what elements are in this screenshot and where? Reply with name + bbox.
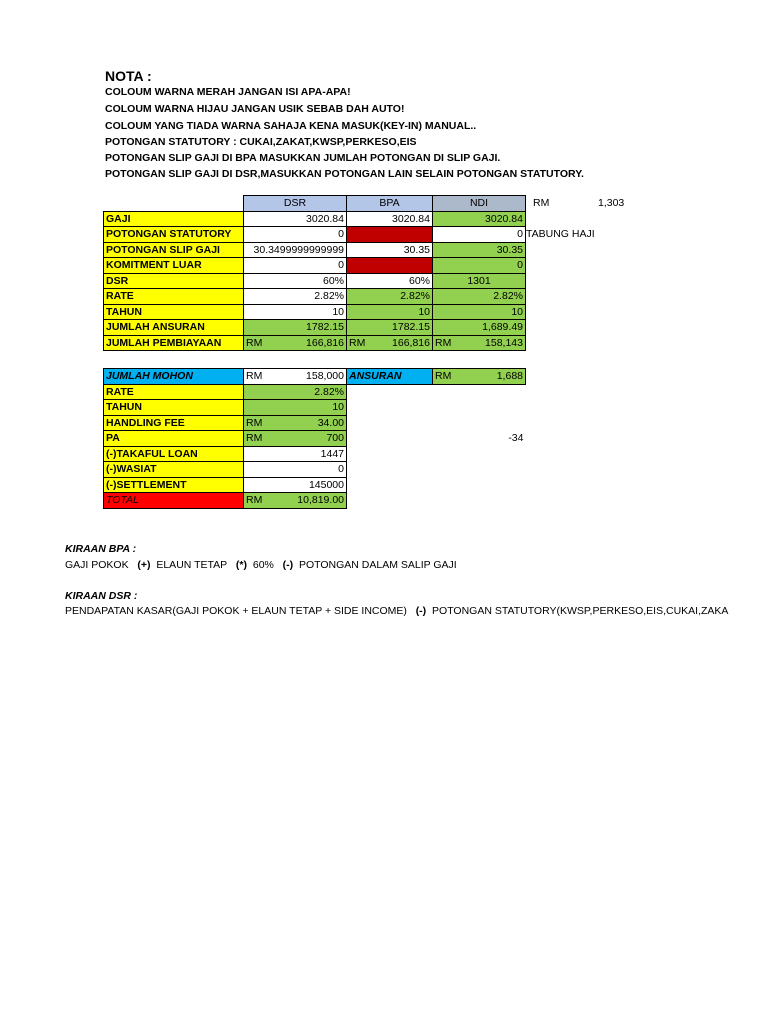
amount: 1,688 <box>496 370 523 383</box>
table-row-potongan-statutory <box>104 227 526 243</box>
table-row-takaful-loan <box>104 446 526 462</box>
ndi-cell: 3020.84 <box>433 211 526 227</box>
table-row-jumlah-ansuran <box>104 320 526 336</box>
table-row-pa <box>104 431 526 447</box>
row-label: POTONGAN STATUTORY <box>104 227 244 243</box>
currency: RM <box>246 370 263 383</box>
bpa-cell[interactable]: 30.35 <box>347 242 433 258</box>
formula-part: ELAUN TETAP <box>156 559 228 571</box>
mohon-row <box>104 369 526 385</box>
value-cell <box>244 431 347 447</box>
ndi-cell: 30.35 <box>433 242 526 258</box>
ansuran-label: ANSURAN <box>347 369 433 385</box>
table-row-gaji <box>104 211 526 227</box>
formula-part: GAJI POKOK <box>65 559 129 571</box>
row-label: HANDLING FEE <box>104 415 244 431</box>
currency: RM <box>349 336 366 349</box>
formula-operator: (-) <box>415 605 427 617</box>
kiraan-dsr-formula <box>65 605 729 617</box>
nota-line-3: COLOUM YANG TIADA WARNA SAHAJA KENA MASUK(KEY-IN) MANUAL.. <box>105 120 477 132</box>
header-ndi: NDI <box>433 196 526 212</box>
nota-line-6: POTONGAN SLIP GAJI DI DSR,MASUKKAN POTONGAN LAIN SELAIN POTONGAN STATUTORY. <box>105 168 584 180</box>
dsr-cell: 1782.15 <box>244 320 347 336</box>
bpa-cell[interactable]: 3020.84 <box>347 211 433 227</box>
bpa-cell: 1782.15 <box>347 320 433 336</box>
nota-line-5: POTONGAN SLIP GAJI DI BPA MASUKKAN JUMLAH POTONGAN DI SLIP GAJI. <box>105 152 501 164</box>
amount: 10,819.00 <box>297 494 344 507</box>
table-row-total <box>104 493 526 509</box>
bpa-cell-blocked <box>347 227 433 243</box>
nota-line-4: POTONGAN STATUTORY : CUKAI,ZAKAT,KWSP,PERKESO,EIS <box>105 136 417 148</box>
jumlah-mohon-cell[interactable] <box>244 369 347 385</box>
dsr-cell[interactable]: 3020.84 <box>244 211 347 227</box>
amount: 700 <box>326 432 344 445</box>
row-label: (-)SETTLEMENT <box>104 477 244 493</box>
amount: 158,143 <box>485 336 523 349</box>
formula-operator: (+) <box>137 559 151 571</box>
ndi-cell: 10 <box>433 304 526 320</box>
nota-line-1: COLOUM WARNA MERAH JANGAN ISI APA-APA! <box>105 86 351 98</box>
row-label: KOMITMENT LUAR <box>104 258 244 274</box>
table-row-tahun <box>104 400 526 416</box>
row-label: JUMLAH ANSURAN <box>104 320 244 336</box>
row-label: TAHUN <box>104 400 244 416</box>
row-label: TOTAL <box>104 493 244 509</box>
row-label: POTONGAN SLIP GAJI <box>104 242 244 258</box>
formula-part: PENDAPATAN KASAR(GAJI POKOK + ELAUN TETAP + SIDE INCOME) <box>65 605 407 617</box>
row-label: GAJI <box>104 211 244 227</box>
value-cell <box>244 415 347 431</box>
amount: 166,816 <box>392 336 430 349</box>
value-cell[interactable]: 1447 <box>244 446 347 462</box>
table-row-settlement <box>104 477 526 493</box>
side-rm-label: RM <box>533 197 550 209</box>
currency: RM <box>246 432 263 445</box>
row-label: PA <box>104 431 244 447</box>
table-row-dsr <box>104 273 526 289</box>
row-label: RATE <box>104 384 244 400</box>
row-label: JUMLAH PEMBIAYAAN <box>104 335 244 351</box>
table-row-wasiat <box>104 462 526 478</box>
formula-operator: (*) <box>235 559 248 571</box>
ansuran-cell <box>433 369 526 385</box>
side-value: -34 <box>508 432 524 445</box>
value-cell: 2.82% <box>244 384 347 400</box>
bpa-cell: 10 <box>347 304 433 320</box>
value-cell[interactable]: 145000 <box>244 477 347 493</box>
ndi-cell: 1301 <box>433 273 526 289</box>
calculation-table <box>103 195 526 351</box>
bpa-cell[interactable]: 60% <box>347 273 433 289</box>
formula-operator: (-) <box>282 559 294 571</box>
currency: RM <box>246 494 263 507</box>
table-row-handling-fee <box>104 415 526 431</box>
side-rm-value: 1,303 <box>598 197 625 209</box>
table-row-jumlah-pembiayaan <box>104 335 526 351</box>
value-cell <box>244 493 347 509</box>
nota-title: NOTA : <box>105 68 152 84</box>
value-cell: 10 <box>244 400 347 416</box>
currency: RM <box>435 370 452 383</box>
ndi-cell[interactable]: 0 <box>433 227 526 243</box>
amount: 34.00 <box>317 416 344 429</box>
amount: 166,816 <box>306 336 344 349</box>
dsr-cell[interactable]: 2.82% <box>244 289 347 305</box>
dsr-cell[interactable]: 10 <box>244 304 347 320</box>
header-bpa: BPA <box>347 196 433 212</box>
bpa-cell <box>347 335 433 351</box>
table-row-komitment-luar <box>104 258 526 274</box>
amount: 158,000 <box>306 370 344 383</box>
jumlah-mohon-label: JUMLAH MOHON <box>104 369 244 385</box>
row-label: DSR <box>104 273 244 289</box>
value-cell[interactable]: 0 <box>244 462 347 478</box>
currency: RM <box>246 336 263 349</box>
formula-part: 60% <box>252 559 274 571</box>
formula-part: POTONGAN DALAM SALIP GAJI <box>298 559 457 571</box>
row-label: (-)WASIAT <box>104 462 244 478</box>
tabung-haji-label: TABUNG HAJI <box>526 228 595 240</box>
table-row-tahun <box>104 304 526 320</box>
row-label: TAHUN <box>104 304 244 320</box>
bpa-cell-blocked <box>347 258 433 274</box>
dsr-cell[interactable]: 0 <box>244 227 347 243</box>
ndi-cell <box>433 335 526 351</box>
loan-summary-table <box>103 368 526 509</box>
currency: RM <box>246 416 263 429</box>
table-header-row <box>104 196 526 212</box>
table-row-rate <box>104 384 526 400</box>
currency: RM <box>435 336 452 349</box>
kiraan-bpa-title: KIRAAN BPA : <box>65 543 137 555</box>
dsr-cell <box>244 335 347 351</box>
ndi-cell: 1,689.49 <box>433 320 526 336</box>
dsr-cell[interactable]: 60% <box>244 273 347 289</box>
table-row-rate <box>104 289 526 305</box>
ndi-cell: 2.82% <box>433 289 526 305</box>
nota-line-2: COLOUM WARNA HIJAU JANGAN USIK SEBAB DAH AUTO! <box>105 103 405 115</box>
header-dsr: DSR <box>244 196 347 212</box>
row-label: RATE <box>104 289 244 305</box>
ndi-cell: 0 <box>433 258 526 274</box>
table-row-potongan-slip-gaji <box>104 242 526 258</box>
row-label: (-)TAKAFUL LOAN <box>104 446 244 462</box>
dsr-cell[interactable]: 30.3499999999999 <box>244 242 347 258</box>
kiraan-bpa-formula <box>65 559 457 571</box>
kiraan-dsr-title: KIRAAN DSR : <box>65 590 138 602</box>
dsr-cell[interactable]: 0 <box>244 258 347 274</box>
formula-part: POTONGAN STATUTORY(KWSP,PERKESO,EIS,CUKAI,ZAKA <box>432 605 729 617</box>
bpa-cell: 2.82% <box>347 289 433 305</box>
